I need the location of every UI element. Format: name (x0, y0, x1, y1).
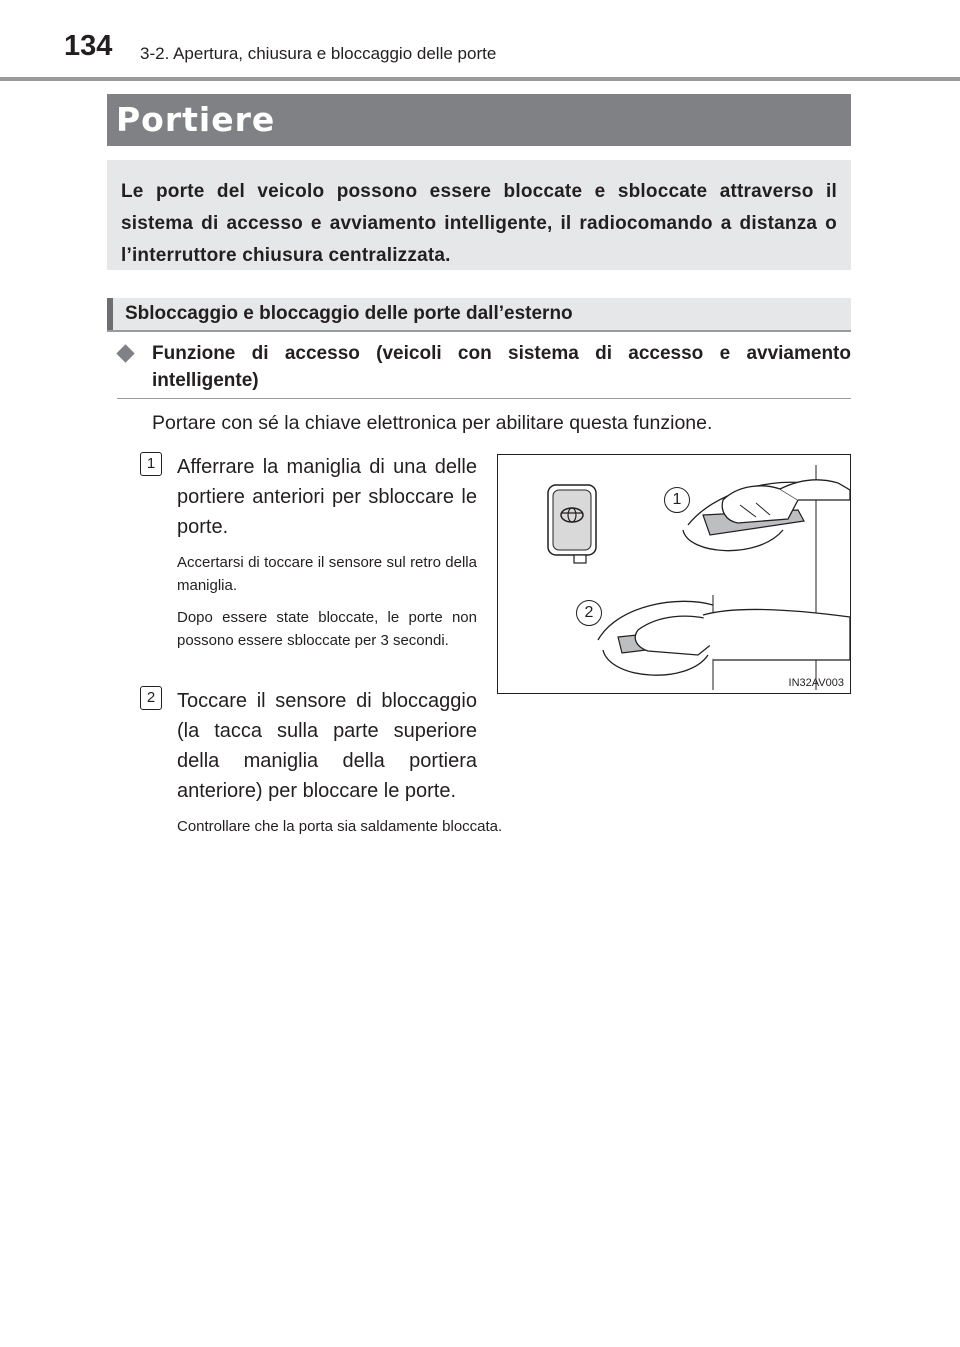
step-number: 2 (140, 686, 162, 710)
intro-text: Le porte del veicolo possono essere bloccate e sbloccate attraverso il sistema di accesso e avviamento intelligente, il radiocomando a distanza o l’interruttore chiusura centralizzata. (121, 181, 837, 266)
illustration (497, 454, 851, 694)
page-title: Portiere (116, 100, 276, 139)
figure-callout: 2 (576, 600, 602, 626)
step-note: Accertarsi di toccare il sensore sul retro della maniglia. (177, 554, 477, 594)
figure-callout: 1 (664, 487, 690, 513)
subheading-text: Funzione di accesso (veicoli con sistema di accesso e avviamento intelligente) (152, 343, 851, 391)
header-rule (0, 77, 960, 81)
door-handle-touch-icon (598, 595, 850, 690)
section-heading: Sbloccaggio e bloccaggio delle porte dall’esterno (125, 303, 573, 324)
page-number: 134 (64, 30, 113, 62)
diamond-bullet-icon (116, 344, 134, 362)
smart-key-icon (548, 485, 596, 563)
lead-text: Portare con sé la chiave elettronica per abilitare questa funzione. (152, 412, 713, 434)
subheading-rule (117, 398, 851, 399)
step-note: Controllare che la porta sia saldamente bloccata. (177, 818, 503, 835)
step-note: Dopo essere state bloccate, le porte non possono essere sbloccate per 3 secondi. (177, 609, 477, 649)
figure-code: IN32AV003 (788, 677, 844, 689)
step-2 (140, 686, 503, 839)
step-text: Toccare il sensore di bloccaggio (la tacca sulla parte superiore della maniglia della portiera anteriore) per bloccare le porte. (177, 690, 477, 802)
step-number-badge (140, 452, 162, 478)
step-1 (140, 452, 477, 652)
subheading (117, 340, 851, 394)
intro-box (107, 160, 851, 270)
section-header-bar (107, 298, 113, 330)
step-number: 1 (140, 452, 162, 476)
step-text: Afferrare la maniglia di una delle portiere anteriori per sbloccare le porte. (177, 456, 477, 538)
step-number-badge (140, 686, 162, 712)
title-bar (107, 94, 851, 146)
section-header (107, 298, 851, 332)
running-header: 3-2. Apertura, chiusura e bloccaggio delle porte (140, 44, 497, 63)
